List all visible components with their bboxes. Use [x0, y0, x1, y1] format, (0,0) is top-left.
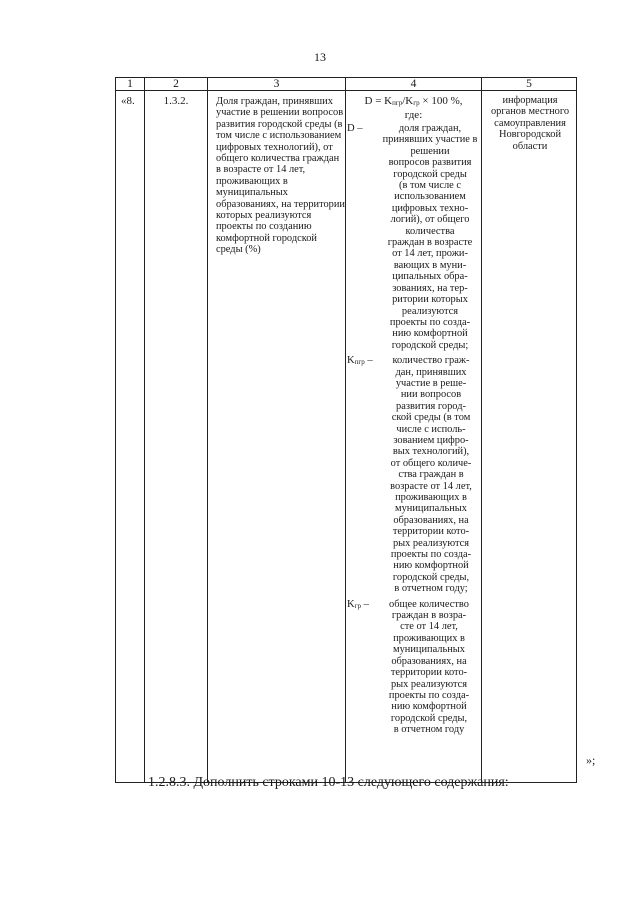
definition-symbol: D –: [347, 123, 363, 134]
formula-where: где:: [404, 109, 423, 121]
symbol-sub: пгр: [354, 358, 365, 367]
definition-kgr: [346, 599, 481, 736]
header-col-5: 5: [482, 78, 577, 91]
formula-sub-1: пгр: [392, 99, 403, 107]
row-number-cell: «8.: [116, 91, 145, 783]
header-col-2: 2: [145, 78, 208, 91]
formula-mid: /K: [402, 95, 414, 107]
symbol-base: K: [347, 598, 355, 610]
closing-quote: »;: [586, 753, 596, 767]
definition-symbol: [346, 599, 377, 736]
page-number: 13: [314, 50, 326, 64]
formula-expression: [346, 95, 481, 109]
table-header-row: [116, 78, 577, 91]
source-cell: информация органов местного самоуправления Новгородской области: [482, 91, 577, 783]
indicator-table: [115, 77, 577, 783]
symbol-tail: –: [364, 355, 373, 367]
table-row: [116, 91, 577, 783]
header-col-4: 4: [346, 78, 482, 91]
definition-symbol: [346, 355, 381, 595]
header-col-1: 1: [116, 78, 145, 91]
definition-text: доля граждан, принявших участие в решении вопросов развития городской среды (в том числе с использованием цифровых техно- логий), от общего количества граждан в возрасте от 14 лет, прожи- вающих в муни- ципальных обра- зованиях, на тер- ритории которых реализуются проекты по созда- нию комфортной городской среды;: [382, 123, 478, 351]
formula-left: D = K: [364, 95, 393, 107]
header-col-3: 3: [208, 78, 346, 91]
indicator-code-cell: 1.3.2.: [145, 91, 208, 783]
definition-text: общее количество граждан в возра- сте от 14 лет, проживающих в муниципальных образованиях, на территории кото- рых реализуются проекты по созда- нию комфортной городской среды, в отчетном году: [388, 598, 470, 736]
formula-cell: [346, 91, 482, 783]
amendment-text: 1.2.8.3. Дополнить строками 10-13 следующего содержания:: [148, 775, 509, 790]
formula-right: × 100 %,: [419, 95, 463, 107]
symbol-base: K: [347, 355, 355, 367]
definition-kpgr: [346, 355, 481, 595]
indicator-name-cell: Доля граждан, принявших участие в решении вопросов развития городской среды (в том числе с использованием цифровых технологий), от общего количества граждан в возрасте от 14 лет, проживающих в муниципальных образованиях, на территории которых реализуются проекты по созданию комфортной городской среды (%): [208, 91, 346, 783]
definition-text: количество граж- дан, принявших участие в реше- нии вопросов развития город- ской среды (в том числе с исполь- зованием цифро- вых технологий), от общего количе- ства граждан в возрасте от 14 лет, проживающих в муниципальных образованиях, на территории кото- рых реализуются проекты по созда- нию комфортной городской среды, в отчетном году;: [390, 355, 472, 595]
definition-d: [346, 123, 481, 351]
symbol-sub: гр: [354, 601, 362, 610]
symbol-tail: –: [361, 598, 369, 610]
formula-sub-2: гр: [413, 99, 420, 107]
